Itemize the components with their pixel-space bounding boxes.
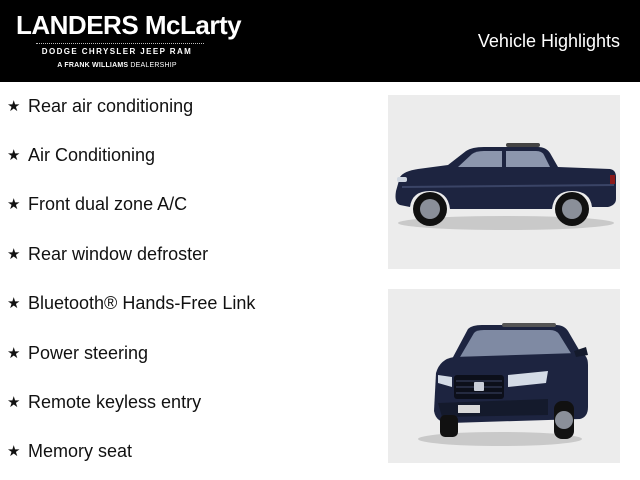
feature-label: Rear air conditioning [28, 96, 194, 116]
star-icon: ★ [7, 345, 21, 362]
license-plate [458, 405, 480, 413]
logo-wordmark: LANDERS McLarty [16, 10, 242, 40]
list-item [7, 96, 193, 126]
star-icon: ★ [7, 147, 21, 164]
star-icon: ★ [7, 443, 21, 460]
brand-badge [474, 382, 484, 391]
star-icon: ★ [7, 196, 21, 213]
rear-rim [562, 199, 582, 219]
vehicle-photo-front[interactable] [388, 289, 620, 463]
list-item [7, 293, 255, 323]
logo-divider [36, 43, 204, 44]
vehicle-photo-side[interactable] [388, 95, 620, 269]
front-right-rim [555, 411, 573, 429]
logo-tagline-rest: DEALERSHIP [128, 62, 177, 69]
list-item [7, 441, 132, 471]
list-item [7, 392, 201, 422]
feature-label: Memory seat [28, 441, 133, 461]
star-icon: ★ [7, 246, 21, 263]
list-item [7, 145, 155, 175]
feature-label: Bluetooth® Hands-Free Link [28, 293, 256, 313]
star-icon: ★ [7, 394, 21, 411]
logo-tagline [14, 62, 220, 69]
feature-label: Rear window defroster [28, 244, 209, 264]
header-bar [0, 0, 640, 82]
front-left-tire [440, 415, 458, 437]
feature-label: Front dual zone A/C [28, 194, 188, 214]
list-item [7, 194, 187, 224]
logo-tagline-bold: A FRANK WILLIAMS [57, 62, 129, 69]
feature-label: Power steering [28, 343, 149, 363]
star-icon: ★ [7, 98, 21, 115]
truck-front-illustration [388, 289, 620, 463]
windshield [460, 330, 572, 357]
logo-brands: DODGE CHRYSLER JEEP RAM [41, 47, 193, 56]
dealer-logo[interactable] [14, 10, 242, 74]
feature-label: Air Conditioning [28, 145, 156, 165]
list-item [7, 343, 148, 373]
front-rim [420, 199, 440, 219]
list-item [7, 244, 208, 274]
roof-rail [502, 323, 556, 327]
feature-label: Remote keyless entry [28, 392, 202, 412]
truck-side-illustration [388, 95, 620, 269]
headlight [397, 177, 407, 182]
taillight [610, 175, 615, 184]
roof-rail [506, 143, 540, 147]
page-title: Vehicle Highlights [477, 31, 620, 51]
star-icon: ★ [7, 295, 21, 312]
